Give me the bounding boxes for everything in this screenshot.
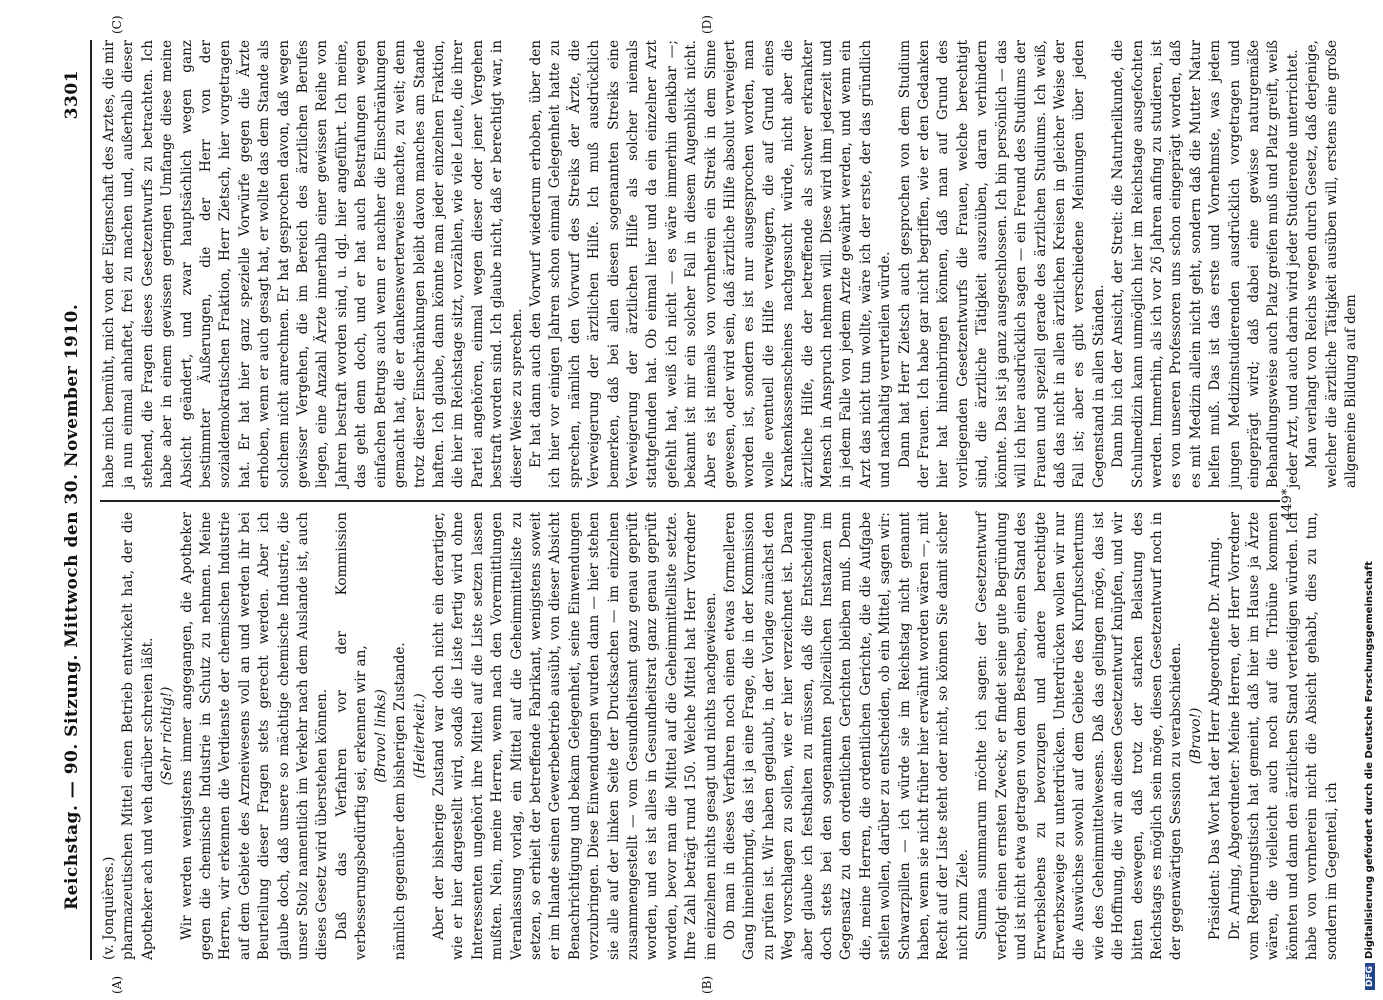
paragraph: Wir werden wenigstens immer angegangen, die Apotheker gegen die chemische Industrie in Schutz zu nehmen. Meine Herren, wir erkennen die Verdienste der chemischen Industrie auf dem Gebiete des Arzneiwesens voll an und werden ihr bei Beurteilung dieser Fragen stets gerecht werden. Aber ich glaube doch, daß unsere so mächtige chemische Industrie, die unser Stolz namentlich im Verkehr nach dem Auslande ist, auch dieses Gesetz wird überstehen können. <box>178 512 331 960</box>
paragraph: (Bravo! links) <box>372 689 389 783</box>
paragraph: Er hat dann auch den Vorwurf wiederum erhoben, über den ich hier vor einigen Jahren schon einmal Gelegenheit hatte zu sprechen, nämlich den Vorwurf des Streiks der Ärzte, die Verweigerung der ärztlichen Hilfe. Ich muß ausdrücklich bemerken, daß bei allen diesen sogenannten Streiks eine Verweigerung der ärztlichen Hilfe als solcher niemals stattgefunden hat. Ob einmal hier und da ein einzelner Arzt gefehlt hat, weiß ich nicht — es wäre immerhin denkbar —; bekannt ist mir ein solcher Fall in diesem Augenblick nicht. Aber es ist niemals von vornherein ein Streik in dem Sinne gewesen, oder wird sein, daß ärztliche Hilfe absolut verweigert worden ist, sondern es ist nur ausgesprochen worden, man wolle eventuell die Hilfe verweigern, die auf Grund eines Krankenkassenscheines nachgesucht würde, nicht aber die ärztliche Hilfe, die der betreffende als schwer erkrankter Mensch in Anspruch nehmen will. Diese wird ihm jederzeit und in jedem Falle von jedem Arzte gewährt werden, und wenn ein Arzt das nicht tun wollte, wäre ich der erste, der das gründlich und nachhaltig verurteilen würde. <box>527 40 894 488</box>
column-rule <box>100 500 1280 502</box>
paragraph: Summa summarum möchte ich sagen: der Gesetzentwurf verfolgt einen ernsten Zweck; er findet seine gute Begründung und ist nicht etwa getragen von dem Bestreben, einen Stand des Erwerbslebens zu bevorzugen und andere berechtigte Erwerbszweige zu unterdrücken. Unterdrücken wollen wir nur die Auswüchse sowohl auf dem Gebiete des Kurpfuschertums wie des Geheimmittelwesens. Daß das gelingen möge, das ist die Hoffnung, die wir an diesen Gesetzentwurf knüpfen, und wir bitten deswegen, daß trotz der starken Belastung des Reichstags es möglich sein möge, diesen Gesetzentwurf noch in der gegenwärtigen Session zu verabschieden. <box>974 512 1185 960</box>
paragraph: Dann bin ich der Ansicht, der Streit: die Naturheilkunde, die Schulmedizin kann unmöglich hier im Reichstage ausgefochten werden. Immerhin, als ich vor 26 Jahren anfing zu studieren, ist es von unseren Professoren uns schon eingeprägt worden, daß es mit Medizin allein nicht geht, sondern daß die Mutter Natur helfen muß. Das ist das erste und Vornehmste, was jedem jungen Medizinstudierenden ausdrücklich vorgetragen und eingeprägt wird; daß dabei eine gewisse naturgemäße Behandlungsweise auch Platz greifen muß und Platz greift, weiß jeder Arzt, und auch darin wird jeder Studierende unterrichtet. <box>1110 40 1301 488</box>
margin-marker-d: (D) <box>700 15 714 34</box>
margin-marker-a: (A) <box>110 975 124 994</box>
paragraph: habe mich bemüht, mich von der Eigenschaft des Arztes, die mir ja nun einmal anhaftet, frei zu machen und, außerhalb dieser stehend, die Fragen dieses Gesetzentwurfs zu betrachten. Ich habe aber in einem gewissen geringen Umfange diese meine Absicht geändert, und zwar hauptsächlich wegen ganz bestimmter Äußerungen, die der Herr von der sozialdemokratischen Fraktion, Herr Zietsch, hier vorgetragen hat. Er hat hier ganz spezielle Vorwürfe gegen die Ärzte erhoben, wenn er auch gesagt hat, er wollte das dem Stande als solchem nicht anrechnen. Er hat gesprochen davon, daß wegen gewisser Vergehen, die im Bereich des ärztlichen Berufes liegen, eine Anzahl Ärzte innerhalb einer gewissen Reihe von Jahren bestraft worden sind, u. dgl. hier angeführt. Ich meine, das geht denn doch, und er hat auch Bestrafungen wegen einfachen Betrugs auch wenn er nachher die Einschränkungen gemacht hat, die er dankenswerterweise machte, zu weit; denn trotz dieser Einschränkungen bleibt davon manches am Stande haften. Ich glaube, dann könnte man jeder einzelnen Fraktion, die hier im Reichstage sitzt, vorzählen, wie viele Leute, die ihrer Partei angehören, einmal wegen dieser oder jener Vergehen bestraft worden sind. Ich glaube nicht, daß er berechtigt war, in dieser Weise zu sprechen. <box>101 40 525 488</box>
left-text-column <box>100 512 1340 960</box>
paragraph: Dann hat Herr Zietsch auch gesprochen von dem Studium der Frauen. Ich habe gar nicht begriffen, wie er den Gedanken hier hat hineinbringen können, daß man auf Grund des vorliegenden Gesetzentwurfs die Frauen, welche berechtigt sind, die ärztliche Tätigkeit auszuüben, daran verhindern könnte. Das ist ja ganz ausgeschlossen. Ich bin persönlich — das will ich hier ausdrücklich sagen — ein Freund des Studiums der Frauen und speziell gerade des ärztlichen Studiums. Ich weiß, daß das nicht in allen ärztlichen Kreisen in gleicher Weise der Fall ist; aber es gibt verschiedene Meinungen über jeden Gegenstand in allen Ständen. <box>896 40 1107 488</box>
page-header <box>58 40 88 960</box>
signature-mark: 449* <box>1280 488 1295 520</box>
paragraph: (Heiterkeit.) <box>411 693 428 779</box>
paragraph: Man verlangt von Reichs wegen durch Gesetz, daß derjenige, welcher die ärztliche Tätigkeit ausüben will, erstens eine große allgemeine Bildung auf dem <box>1304 40 1359 488</box>
paragraph: nämlich gegenüber dem bisherigen Zustande. <box>392 642 409 960</box>
paragraph: Aber der bisherige Zustand war doch nicht ein derartiger, wie er hier dargestellt wird, sodaß die Liste fertig wird ohne Interessenten ungehört ihre Mittel auf die Liste setzen lassen mußten. Nein, meine Herren, wenn nach den Vorermittlungen Veranlassung vorlag, ein Mittel auf die Geheimmittelliste zu setzen, so erhielt der betreffende Fabrikant, wenigstens soweit er im Inlande seinen Gewerbebetrieb ausübt, von dieser Absicht Benachrichtigung und bekam Gelegenheit, seine Einwendungen vorzubringen. Diese Einwendungen wurden dann — hier stehen sie alle auf der linken Seite der Drucksachen — im einzelnen zusammengestellt — vom Gesundheitsamt ganz genau geprüft worden, und es ist alles in Gesundheitsrat ganz genau geprüft worden, bevor man die Mittel auf die Geheimmittelliste setzte. Ihre Zahl beträgt rund 150. Welche Mittel hat Herr Vorredner im einzelnen nichts gesagt und nichts nachgewiesen. <box>430 512 719 960</box>
header-title: Reichstag. — 90. Sitzung. Mittwoch den 30. November 1910. <box>62 303 82 910</box>
paragraph: Präsident: Das Wort hat der Herr Abgeordnete Dr. Arning. <box>1207 536 1224 940</box>
margin-marker-c: (C) <box>110 15 124 34</box>
right-text-column <box>100 40 1359 488</box>
margin-marker-b: (B) <box>700 975 714 994</box>
paragraph: (v. Jonquières.) <box>101 856 117 960</box>
paragraph: Ob man in dieses Verfahren noch einen etwas formelleren Gang hineinbringt, das ist ja eine Frage, die in der Kommission zu prüfen ist. Wir haben geglaubt, in der Vorlage zunächst den Weg vorschlagen zu sollen, wie er hier verzeichnet ist. Daran aber glaube ich festhalten zu müssen, daß die Entscheidung doch stets bei den sogenannten polizeilichen Instanzen im Gegensatz zu den ordentlichen Gerichten bleiben muß. Denn die, meine Herren, die ordentlichen Gerichte, die die Aufgabe stellen wollen, darüber zu entscheiden, ob ein Mittel, sagen wir: Schwarzpillen — ich würde sie im Reichstag nicht genannt haben, wenn sie nicht früher hier erwähnt worden wären —, mit Recht auf der Liste steht oder nicht, so können Sie damit sicher nicht zum Ziele. <box>722 512 971 960</box>
page-number: 3301 <box>62 70 82 120</box>
dfg-logo: DFG <box>1365 963 1375 990</box>
paragraph: Dr. Arning, Abgeordneter: Meine Herren, der Herr Vorredner vom Regierungstisch hat gemeint, daß hier im Hause ja Ärzte wären, die vielleicht auch noch auf die Tribüne kommen könnten und dann den ärztlichen Stand verteidigen würden. Ich habe von vornherein nicht die Absicht gehabt, dies zu tun, sondern im Gegenteil, ich <box>1226 512 1340 960</box>
paragraph: (Sehr richtig!) <box>159 686 176 786</box>
paragraph: (Bravo!) <box>1187 707 1204 765</box>
header-rule <box>90 40 92 960</box>
paragraph: Daß das Verfahren vor der Kommission verbesserungsbedürftig sei, erkennen wir an, <box>333 512 370 960</box>
paragraph: pharmazeutischen Mittel einen Betrieb entwickelt hat, der die Apotheker ach und weh darüber schreien läßt. <box>120 512 156 960</box>
credit-text: Digitalisierung gefördert durch die Deutsche Forschungsgemeinschaft <box>1364 561 1375 959</box>
side-credit <box>1362 10 1378 990</box>
